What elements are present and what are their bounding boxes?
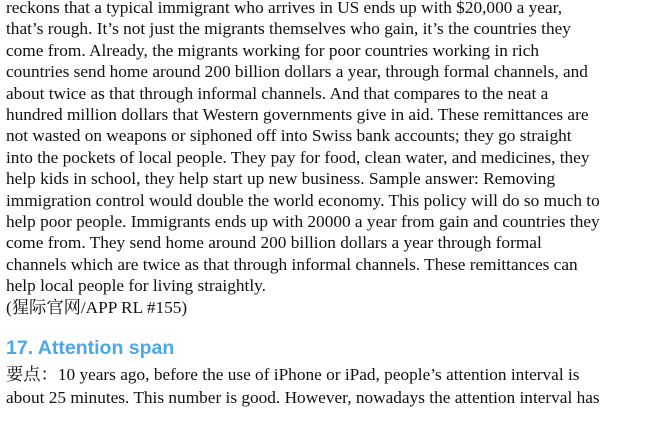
text-line: about twice as that through informal channels. And that compares to the neat a — [6, 83, 549, 103]
section-heading — [6, 336, 658, 360]
text-line: come from. Already, the migrants working for poor countries working in rich — [6, 40, 540, 60]
text-line: not wasted on weapons or siphoned off into Swiss bank accounts; they go straight — [6, 126, 572, 146]
text-line: into the pockets of local people. They pay for food, clean water, and medicines, they — [6, 147, 590, 167]
text-line: immigration control would double the world economy. This policy will do so much to — [6, 190, 600, 210]
text-line: about 25 minutes. This number is good. However, nowadays the attention interval has — [6, 388, 600, 408]
text-line: channels which are twice as that through informal channels. These remittances can — [6, 254, 578, 274]
text-line: hundred million dollars that Western governments give in aid. These remittances are — [6, 105, 589, 125]
document-page — [6, 0, 658, 409]
source-citation: (猩际官网/APP RL #155) — [6, 297, 188, 317]
section-title: 17. Attention span — [6, 337, 175, 360]
key-points-paragraph — [6, 363, 658, 409]
text-line: that’s rough. It’s not just the migrants themselves who gain, it’s the countries they — [6, 19, 571, 39]
text-line: help kids in school, they help start up new business. Sample answer: Removing — [6, 169, 556, 189]
sample-answer-paragraph — [6, 0, 658, 297]
text-line: come from. They send home around 200 billion dollars a year through formal — [6, 233, 542, 253]
text-line: help poor people. Immigrants ends up with 20000 a year from gain and countries they — [6, 212, 600, 232]
text-line: countries send home around 200 billion dollars a year, through formal channels, and — [6, 62, 588, 82]
text-line: reckons that a typical immigrant who arrives in US ends up with $20,000 a year, — [6, 0, 563, 17]
text-line: 要点：10 years ago, before the use of iPhone or iPad, people’s attention interval is — [6, 365, 580, 385]
text-line: help local people for living straightly. — [6, 276, 266, 296]
